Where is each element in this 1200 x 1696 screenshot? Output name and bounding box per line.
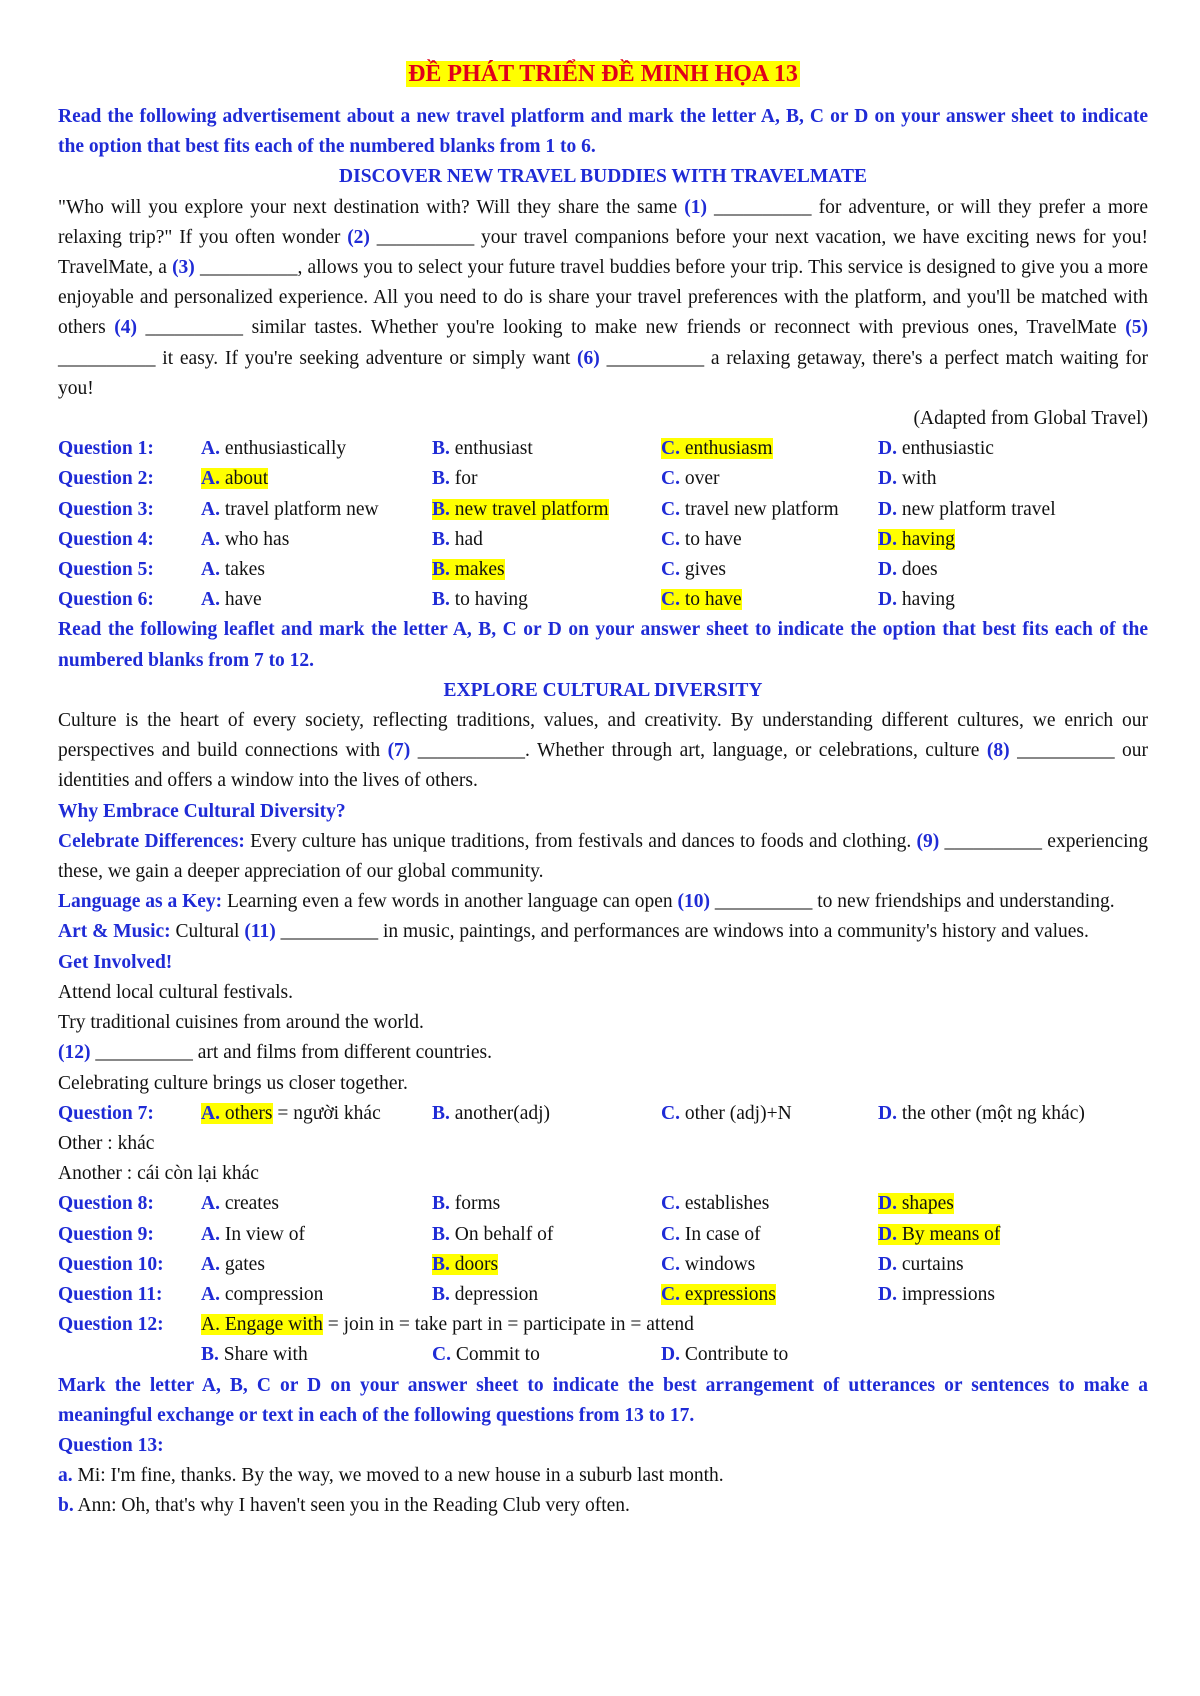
option-letter: D. <box>878 468 897 490</box>
option-text: does <box>896 559 938 581</box>
option-letter: B. <box>432 528 450 550</box>
passage-text: __________ our identities and offers a window into the lives of others. <box>58 740 1148 792</box>
option-text: gates <box>219 1253 265 1275</box>
option-letter: D. <box>878 559 897 581</box>
passage-text: __________ a relaxing getaway, there's a perfect match waiting for you! <box>58 347 1148 399</box>
option-a[interactable] <box>201 1310 694 1340</box>
option-text: with <box>896 468 937 490</box>
option-letter: C. <box>661 528 680 550</box>
question-label: Question 9: <box>58 1223 154 1245</box>
celebrate-label: Celebrate Differences: <box>58 830 245 852</box>
option-b[interactable] <box>432 1099 661 1129</box>
option-text: Contribute to <box>679 1344 789 1366</box>
option-text: others <box>219 1102 273 1124</box>
option-letter: A. <box>201 589 220 611</box>
utterance-a <box>58 1461 1148 1491</box>
passage-text: "Who will you explore your next destination with? Will they share the same <box>58 196 685 218</box>
option-letter: C. <box>661 559 680 581</box>
option-letter: B. <box>432 1193 450 1215</box>
question-row <box>58 525 1148 555</box>
page-title <box>58 56 1148 92</box>
option-b[interactable] <box>432 525 661 555</box>
option-letter: C. <box>661 1283 680 1305</box>
blank-number: (9) <box>916 830 940 852</box>
option-text: doors <box>449 1253 499 1275</box>
option-letter: C. <box>661 589 680 611</box>
art-paragraph <box>58 917 1148 947</box>
option-b[interactable] <box>432 434 661 464</box>
option-text: about <box>219 468 269 490</box>
option-a[interactable] <box>201 1189 432 1219</box>
option-a[interactable] <box>201 585 432 615</box>
passage-text: Culture is the heart of every society, reflecting traditions, values, and creativity. By understanding different cultures, we enrich our perspectives and build connections with <box>58 710 1148 762</box>
section2-question-list <box>58 1189 1148 1310</box>
option-letter: B. <box>432 1253 450 1275</box>
language-paragraph <box>58 887 1148 917</box>
blank-number: (1) <box>684 196 707 218</box>
option-d[interactable] <box>878 434 994 464</box>
option-a[interactable] <box>201 464 432 494</box>
option-text: travel new platform <box>679 498 839 520</box>
question-row <box>58 1189 1148 1219</box>
art-label: Art & Music: <box>58 921 171 943</box>
option-text: who has <box>219 528 290 550</box>
option-text: makes <box>449 559 505 581</box>
option-a[interactable] <box>201 525 432 555</box>
question-row <box>58 434 1148 464</box>
option-a[interactable] <box>201 495 432 525</box>
option-letter: A. <box>201 468 220 490</box>
passage-text: __________ similar tastes. Whether you're looking to make new friends or reconnect with previous ones, TravelMate <box>136 317 1126 339</box>
option-text: another(adj) <box>449 1102 551 1124</box>
option-a[interactable] <box>201 1099 432 1129</box>
option-text: other (adj)+N <box>679 1102 792 1124</box>
option-a[interactable] <box>201 1280 432 1310</box>
question-label: Question 13: <box>58 1434 164 1456</box>
option-letter: A. <box>201 1102 220 1124</box>
passage-text: __________, allows you to select your future travel buddies before your trip. This service is designed to give you a more enjoyable and personalized experience. All you need to do is share your travel preferences with the platform, and you'll be matched with others <box>58 257 1149 339</box>
passage-text: Every culture has unique traditions, from festivals and dances to foods and clothing. <box>244 830 917 852</box>
question-label: Question 11: <box>58 1283 163 1305</box>
option-letter: D. <box>878 438 897 460</box>
option-a[interactable] <box>201 434 432 464</box>
option-letter: A. <box>201 1283 220 1305</box>
section3-instruction: Mark the letter A, B, C or D on your answer sheet to indicate the best arrangement of utterances or sentences to make a meaningful exchange or text in each of the following questions from 13 to 17. <box>58 1374 1148 1426</box>
subheading-get-involved: Get Involved! <box>58 951 173 973</box>
option-d[interactable] <box>878 525 955 555</box>
option-text: A. Engage with <box>201 1314 323 1336</box>
option-letter: B. <box>432 498 450 520</box>
option-b[interactable] <box>432 1250 661 1280</box>
option-letter: C. <box>432 1344 451 1366</box>
option-text: new travel platform <box>449 498 609 520</box>
option-letter: B. <box>432 1102 450 1124</box>
question-label: Question 10: <box>58 1253 164 1275</box>
page-title-text: ĐỀ PHÁT TRIỂN ĐỀ MINH HỌA 13 <box>408 61 798 87</box>
closing-line: Celebrating culture brings us closer together. <box>58 1072 408 1094</box>
option-letter: B. <box>432 1283 450 1305</box>
passage-text: __________ art and films from different countries. <box>90 1042 492 1064</box>
passage-text: ___________. Whether through art, language, or celebrations, culture <box>410 740 987 762</box>
question-options-row <box>58 1340 1148 1370</box>
option-letter: D. <box>878 589 897 611</box>
blank-number: (10) <box>677 891 710 913</box>
option-text: enthusiastically <box>219 438 347 460</box>
question-row <box>58 1310 1148 1340</box>
section2-instruction: Read the following leaflet and mark the letter A, B, C or D on your answer sheet to indicate the option that best fits each of the numbered blanks from 7 to 12. <box>58 619 1148 671</box>
passage-text: __________ to new friendships and understanding. <box>710 891 1115 913</box>
option-d[interactable] <box>878 555 938 585</box>
question-label: Question 5: <box>58 559 154 581</box>
section1-passage <box>58 193 1148 404</box>
option-text: to have <box>679 589 742 611</box>
option-letter: A. <box>201 498 220 520</box>
section1-instruction: Read the following advertisement about a new travel platform and mark the letter A, B, C or D on your answer sheet to indicate the option that best fits each of the numbered blanks from 1 to 6. <box>58 106 1148 158</box>
option-d[interactable] <box>878 1220 1000 1250</box>
question-label: Question 7: <box>58 1102 154 1124</box>
option-text: In case of <box>679 1223 761 1245</box>
option-a[interactable] <box>201 555 432 585</box>
question-row <box>58 1280 1148 1310</box>
option-text: forms <box>449 1193 501 1215</box>
blank-number: (2) <box>347 226 370 248</box>
section1-question-list <box>58 434 1148 615</box>
vocab-note: Other : khác <box>58 1132 155 1154</box>
option-text: depression <box>449 1283 539 1305</box>
option-letter: C. <box>661 1102 680 1124</box>
option-letter: B. <box>432 468 450 490</box>
blank-number: (12) <box>58 1042 91 1064</box>
option-text: expressions <box>679 1283 776 1305</box>
option-text: gives <box>679 559 727 581</box>
question-label: Question 12: <box>58 1314 164 1336</box>
option-note: = join in = take part in = participate in = attend <box>322 1314 694 1336</box>
option-c[interactable] <box>661 495 878 525</box>
option-text: having <box>896 589 955 611</box>
source-note: (Adapted from Global Travel) <box>913 408 1148 430</box>
option-c[interactable] <box>661 464 878 494</box>
option-letter: B. <box>432 1223 450 1245</box>
passage-text: Cultural <box>170 921 245 943</box>
option-c[interactable] <box>661 1189 878 1219</box>
passage-text: __________ in music, paintings, and performances are windows into a community's history and values. <box>275 921 1089 943</box>
option-b[interactable] <box>432 1189 661 1219</box>
option-c[interactable] <box>661 525 878 555</box>
option-letter: A. <box>201 438 220 460</box>
option-text: new platform travel <box>896 498 1056 520</box>
section2-intro <box>58 706 1148 797</box>
option-letter: A. <box>201 528 220 550</box>
blank-number: (4) <box>114 317 137 339</box>
option-text: enthusiastic <box>896 438 994 460</box>
option-text: enthusiasm <box>679 438 773 460</box>
celebrate-paragraph <box>58 827 1148 887</box>
list-item <box>58 1038 1148 1068</box>
option-a[interactable] <box>201 1250 432 1280</box>
list-item: Attend local cultural festivals. <box>58 981 294 1003</box>
question-label: Question 6: <box>58 589 154 611</box>
option-text: On behalf of <box>449 1223 554 1245</box>
option-letter: C. <box>661 438 680 460</box>
option-b[interactable] <box>432 1280 661 1310</box>
option-text: to having <box>449 589 528 611</box>
option-text: over <box>679 468 720 490</box>
option-d[interactable] <box>878 495 1056 525</box>
option-letter: D. <box>878 1102 897 1124</box>
option-c[interactable] <box>661 555 878 585</box>
option-letter: A. <box>201 1193 220 1215</box>
question-label: Question 4: <box>58 528 154 550</box>
question-label: Question 1: <box>58 438 154 460</box>
option-d[interactable] <box>878 464 937 494</box>
question-row <box>58 1220 1148 1250</box>
utterance-letter: b. <box>58 1495 74 1517</box>
option-b[interactable] <box>432 464 661 494</box>
passage-text: __________ it easy. If you're seeking adventure or simply want <box>58 347 578 369</box>
option-text: the other (một ng khác) <box>896 1102 1085 1124</box>
option-b[interactable] <box>432 1220 661 1250</box>
option-text: windows <box>679 1253 756 1275</box>
option-c[interactable] <box>661 1220 878 1250</box>
section1-heading: DISCOVER NEW TRAVEL BUDDIES WITH TRAVELMATE <box>339 166 867 188</box>
option-text: shapes <box>896 1193 954 1215</box>
option-d[interactable] <box>878 1189 954 1219</box>
blank-number: (6) <box>577 347 600 369</box>
option-letter: A. <box>201 1223 220 1245</box>
question-row <box>58 555 1148 585</box>
language-label: Language as a Key: <box>58 891 223 913</box>
blank-number: (5) <box>1125 317 1148 339</box>
option-text: impressions <box>896 1283 996 1305</box>
utterance-text: Ann: Oh, that's why I haven't seen you in the Reading Club very often. <box>73 1495 630 1517</box>
option-text: establishes <box>679 1193 770 1215</box>
option-letter: C. <box>661 1223 680 1245</box>
option-d[interactable] <box>878 1099 1085 1129</box>
option-letter: D. <box>878 528 897 550</box>
utterance-text: Mi: I'm fine, thanks. By the way, we moved to a new house in a suburb last month. <box>72 1465 724 1487</box>
utterance-b <box>58 1491 1148 1521</box>
option-text: By means of <box>896 1223 1001 1245</box>
question-row <box>58 495 1148 525</box>
option-c[interactable] <box>661 434 878 464</box>
option-c[interactable] <box>432 1340 661 1370</box>
option-text: having <box>896 528 955 550</box>
option-text: to have <box>679 528 742 550</box>
option-letter: B. <box>432 559 450 581</box>
option-text: Commit to <box>450 1344 540 1366</box>
option-b[interactable] <box>432 555 661 585</box>
option-text: for <box>449 468 478 490</box>
option-a[interactable] <box>201 1220 432 1250</box>
question-row <box>58 1099 1148 1129</box>
blank-number: (7) <box>387 740 411 762</box>
option-d[interactable] <box>878 1250 964 1280</box>
subheading-why: Why Embrace Cultural Diversity? <box>58 800 346 822</box>
option-letter: C. <box>661 1253 680 1275</box>
option-text: curtains <box>896 1253 964 1275</box>
option-letter: D. <box>878 1223 897 1245</box>
question-label: Question 3: <box>58 498 154 520</box>
option-text: had <box>449 528 483 550</box>
blank-number: (8) <box>986 740 1010 762</box>
option-note: = người khác <box>272 1102 381 1124</box>
question-label: Question 8: <box>58 1193 154 1215</box>
option-letter: B. <box>201 1344 219 1366</box>
option-text: Share with <box>218 1344 308 1366</box>
option-d[interactable] <box>661 1340 788 1370</box>
option-letter: C. <box>661 1193 680 1215</box>
option-text: have <box>219 589 262 611</box>
option-letter: C. <box>661 498 680 520</box>
option-d[interactable] <box>878 1280 995 1310</box>
section2-heading: EXPLORE CULTURAL DIVERSITY <box>443 679 763 701</box>
option-b[interactable] <box>432 585 661 615</box>
option-letter: A. <box>201 559 220 581</box>
option-letter: D. <box>661 1344 680 1366</box>
option-text: enthusiast <box>449 438 533 460</box>
option-text: compression <box>219 1283 324 1305</box>
option-c[interactable] <box>661 1250 878 1280</box>
option-letter: B. <box>432 438 450 460</box>
question-label: Question 2: <box>58 468 154 490</box>
option-letter: D. <box>878 498 897 520</box>
blank-number: (3) <box>172 257 195 279</box>
option-c[interactable] <box>661 1099 878 1129</box>
option-c[interactable] <box>661 585 878 615</box>
option-d[interactable] <box>878 585 955 615</box>
option-letter: D. <box>878 1283 897 1305</box>
vocab-note: Another : cái còn lại khác <box>58 1163 259 1185</box>
option-c[interactable] <box>661 1280 878 1310</box>
question-row <box>58 1250 1148 1280</box>
blank-number: (11) <box>244 921 276 943</box>
option-b[interactable] <box>201 1340 432 1370</box>
list-item: Try traditional cuisines from around the world. <box>58 1012 424 1034</box>
question-row <box>58 464 1148 494</box>
option-letter: C. <box>661 468 680 490</box>
passage-text: __________ for adventure, or will they prefer a more relaxing trip?" If you often wonder <box>58 196 1149 248</box>
option-text: travel platform new <box>219 498 379 520</box>
option-text: In view of <box>219 1223 305 1245</box>
passage-text: Learning even a few words in another language can open <box>222 891 678 913</box>
option-text: takes <box>219 559 265 581</box>
passage-text: __________ experiencing these, we gain a deeper appreciation of our global community. <box>58 830 1148 883</box>
option-letter: D. <box>878 1253 897 1275</box>
option-letter: B. <box>432 589 450 611</box>
option-letter: A. <box>201 1253 220 1275</box>
utterance-letter: a. <box>58 1465 73 1487</box>
option-b[interactable] <box>432 495 661 525</box>
option-letter: D. <box>878 1193 897 1215</box>
passage-text: __________ your travel companions before your next vacation, we have exciting news for you! TravelMate, a <box>58 226 1148 279</box>
question-row <box>58 585 1148 615</box>
option-text: creates <box>219 1193 279 1215</box>
